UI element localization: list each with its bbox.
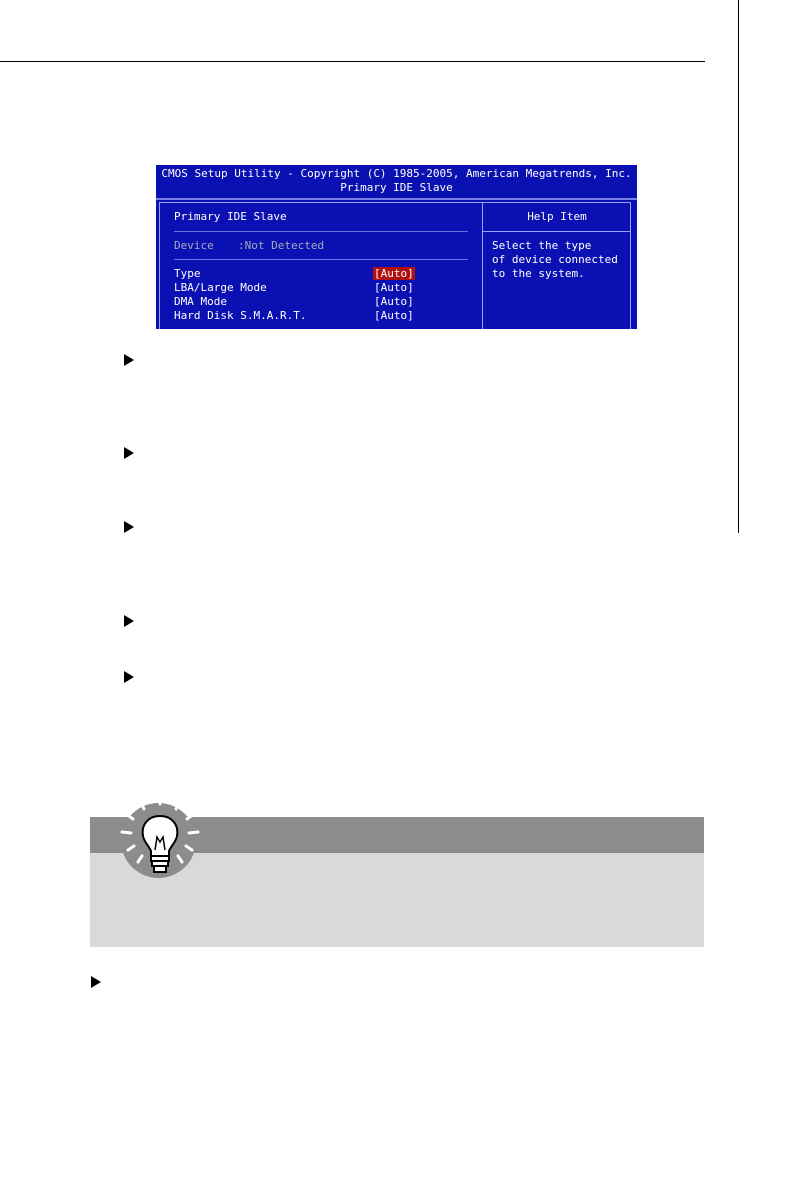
bios-setting-lba-large-mode[interactable]: [174, 281, 474, 294]
right-triangle-icon: [124, 447, 134, 459]
setting-label: Type: [174, 267, 201, 280]
help-item-title: Help Item: [527, 210, 587, 223]
bios-section-title: Primary IDE Slave: [174, 210, 287, 223]
bios-device-info: [174, 239, 324, 252]
bios-rule: [174, 259, 468, 260]
bios-setting-dma-mode[interactable]: [174, 295, 474, 308]
setting-value[interactable]: [Auto]: [374, 295, 414, 308]
right-triangle-icon: [91, 976, 101, 988]
bios-titlebar-border: [156, 198, 637, 200]
bios-rule: [174, 231, 468, 232]
bios-help-separator: [483, 231, 631, 232]
bios-title: CMOS Setup Utility - Copyright (C) 1985-2005, American Megatrends, Inc.: [161, 167, 632, 180]
device-label: Device: [174, 239, 214, 252]
setting-value-selected[interactable]: [Auto]: [374, 267, 414, 280]
side-tab-rule: [738, 0, 739, 533]
bios-screen: [156, 165, 637, 329]
bios-setting-type[interactable]: [174, 267, 474, 280]
setting-label: Hard Disk S.M.A.R.T.: [174, 309, 307, 322]
setting-value[interactable]: [Auto]: [374, 309, 414, 322]
bios-subtitle: Primary IDE Slave: [340, 181, 453, 194]
setting-label: DMA Mode: [174, 295, 227, 308]
header-rule: [0, 61, 705, 62]
lightbulb-icon: [110, 790, 210, 890]
right-triangle-icon: [124, 671, 134, 683]
help-item-text: Select the type of device connected to the system.: [492, 239, 618, 280]
setting-label: LBA/Large Mode: [174, 281, 267, 294]
setting-value[interactable]: [Auto]: [374, 281, 414, 294]
right-triangle-icon: [124, 615, 134, 627]
right-triangle-icon: [124, 354, 134, 366]
right-triangle-icon: [124, 521, 134, 533]
device-value: :Not Detected: [238, 239, 325, 252]
bios-setting-smart[interactable]: [174, 309, 474, 322]
